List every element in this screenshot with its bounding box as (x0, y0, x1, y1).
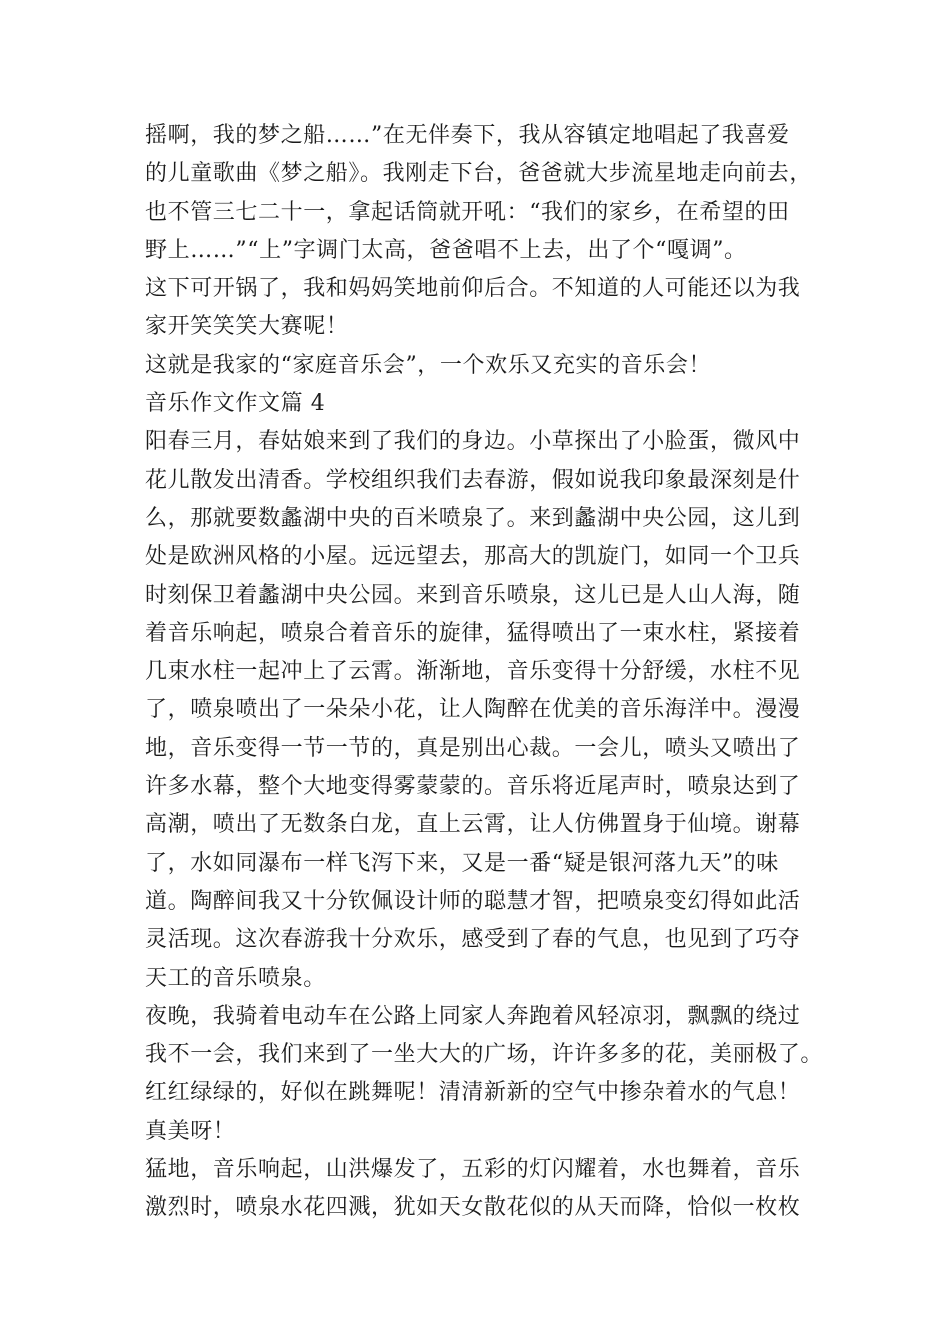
text-line: 许多水幕，整个大地变得雾蒙蒙的。音乐将近尾声时，喷泉达到了 (145, 774, 801, 800)
text-line: 高潮，喷出了无数条白龙，直上云霄，让人仿佛置身于仙境。谢幕 (145, 812, 801, 838)
text-line: 么，那就要数蠡湖中央的百米喷泉了。来到蠡湖中央公园，这儿到 (145, 505, 801, 531)
text-line: 夜晚，我骑着电动车在公路上同家人奔跑着风轻凉羽，飘飘的绕过 (145, 1003, 801, 1029)
text-line: 这就是我家的“家庭音乐会”，一个欢乐又充实的音乐会！ (145, 352, 712, 378)
text-line: 阳春三月，春姑娘来到了我们的身边。小草探出了小脸蛋，微风中 (145, 429, 801, 455)
text-line: 家开笑笑笑大赛呢！ (145, 314, 349, 340)
text-line: 几束水柱一起冲上了云霄。渐渐地，音乐变得十分舒缓，水柱不见 (145, 659, 801, 685)
text-line: 着音乐响起，喷泉合着音乐的旋律，猛得喷出了一束水柱，紧接着 (145, 620, 801, 646)
text-line: 猛地，音乐响起，山洪爆发了，五彩的灯闪耀着，水也舞着，音乐 (145, 1157, 801, 1183)
document-body (145, 117, 825, 1228)
text-line: 红红绿绿的，好似在跳舞呢！清清新新的空气中掺杂着水的气息！ (145, 1080, 801, 1106)
section-heading: 音乐作文作文篇 4 (145, 391, 326, 417)
text-line: 真美呀！ (145, 1118, 236, 1144)
text-line: 地，音乐变得一节一节的，真是别出心裁。一会儿，喷头又喷出了 (145, 735, 801, 761)
text-line: 激烈时，喷泉水花四溅，犹如天女散花似的从天而降，恰似一枚枚 (145, 1195, 801, 1221)
text-line: 摇啊，我的梦之船……”在无伴奏下，我从容镇定地唱起了我喜爱 (145, 123, 790, 148)
text-line: 处是欧洲风格的小屋。远远望去，那高大的凯旋门，如同一个卫兵 (145, 544, 801, 570)
text-line: 时刻保卫着蠡湖中央公园。来到音乐喷泉，这儿已是人山人海，随 (145, 582, 801, 608)
text-line: 道。陶醉间我又十分钦佩设计师的聪慧才智，把喷泉变幻得如此活 (145, 888, 801, 914)
text-line: 花儿散发出清香。学校组织我们去春游，假如说我印象最深刻是什 (145, 467, 801, 493)
text-line: 了，喷泉喷出了一朵朵小花，让人陶醉在优美的音乐海洋中。漫漫 (145, 697, 801, 723)
text-line: 也不管三七二十一，拿起话筒就开吼：“我们的家乡，在希望的田 (145, 199, 790, 225)
text-line: 的儿童歌曲《梦之船》。我刚走下台，爸爸就大步流星地走向前去， (145, 161, 813, 187)
text-line: 天工的音乐喷泉。 (145, 965, 326, 991)
text-line: 我不一会，我们来到了一坐大大的广场，许许多多的花，美丽极了。 (145, 1042, 824, 1068)
text-line: 了，水如同瀑布一样飞泻下来，又是一番“疑是银河落九天”的味 (145, 850, 779, 876)
text-line: 这下可开锅了，我和妈妈笑地前仰后合。不知道的人可能还以为我 (145, 276, 801, 302)
text-line: 野上……”“上”字调门太高，爸爸唱不上去，出了个“嘎调”。 (145, 237, 747, 263)
text-line: 灵活现。这次春游我十分欢乐，感受到了春的气息，也见到了巧夺 (145, 927, 801, 953)
